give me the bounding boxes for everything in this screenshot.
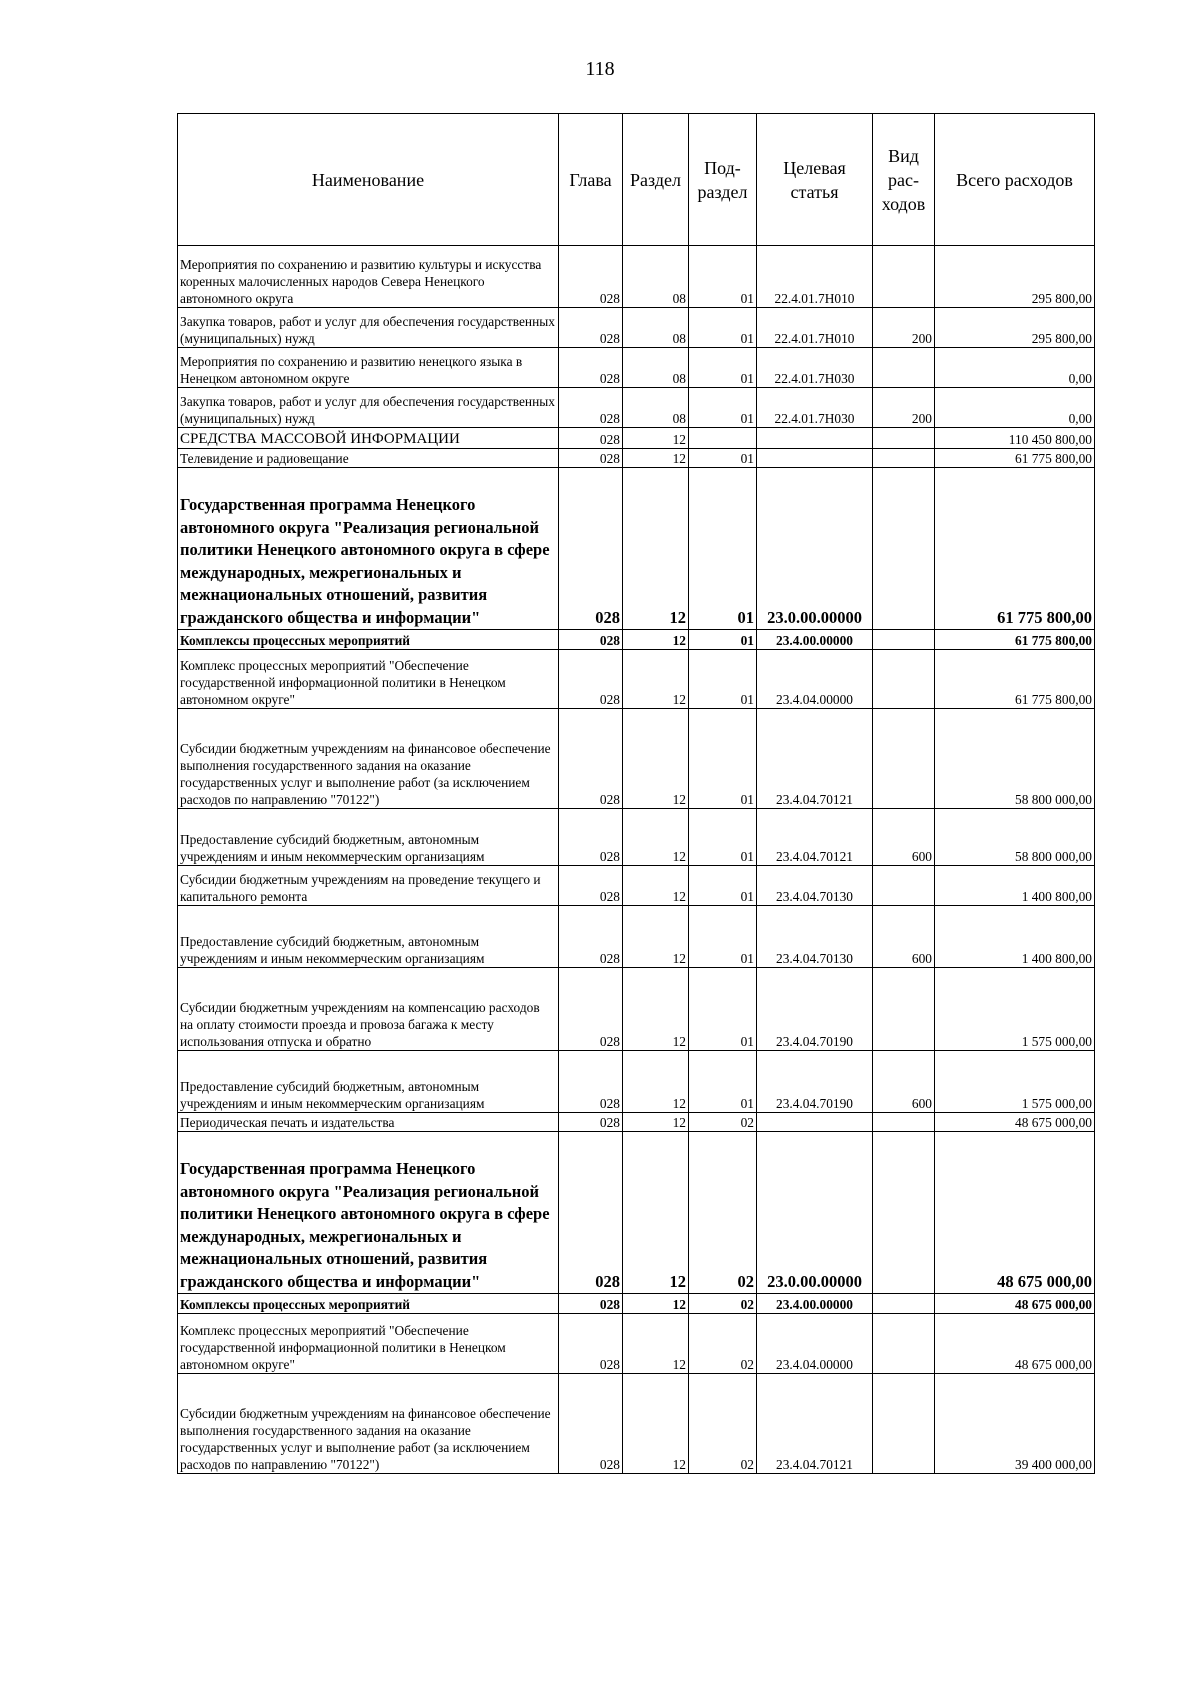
page-number: 118 (585, 58, 615, 80)
row-total: 61 775 800,00 (935, 468, 1095, 630)
row-razdel: 12 (623, 468, 689, 630)
table-row (178, 1051, 1095, 1113)
row-name: Субсидии бюджетным учреждениям на финансовое обеспечение выполнения государственного задания на оказание государственных услуг и выполнение работ (за исключением расходов по направлению "70122") (178, 709, 559, 809)
row-podrazdel: 01 (689, 809, 757, 866)
row-total: 295 800,00 (935, 308, 1095, 348)
row-total: 1 400 800,00 (935, 906, 1095, 968)
row-vid (873, 1113, 935, 1132)
row-name: Телевидение и радиовещание (178, 449, 559, 468)
row-podrazdel: 02 (689, 1314, 757, 1374)
row-glava: 028 (559, 1314, 623, 1374)
table-row (178, 1374, 1095, 1474)
row-glava: 028 (559, 906, 623, 968)
row-podrazdel: 01 (689, 449, 757, 468)
row-podrazdel: 02 (689, 1132, 757, 1294)
row-glava: 028 (559, 1113, 623, 1132)
row-name: Закупка товаров, работ и услуг для обеспечения государственных (муниципальных) нужд (178, 308, 559, 348)
row-podrazdel (689, 428, 757, 449)
row-total: 295 800,00 (935, 246, 1095, 308)
row-total: 61 775 800,00 (935, 630, 1095, 650)
table-row (178, 428, 1095, 449)
row-podrazdel: 01 (689, 866, 757, 906)
row-vid (873, 709, 935, 809)
row-podrazdel: 01 (689, 630, 757, 650)
row-name: Комплексы процессных мероприятий (178, 630, 559, 650)
row-name: Субсидии бюджетным учреждениям на компенсацию расходов на оплату стоимости проезда и провоза багажа к месту использования отпуска и обратно (178, 968, 559, 1051)
row-total: 48 675 000,00 (935, 1113, 1095, 1132)
table-row (178, 866, 1095, 906)
row-name: СРЕДСТВА МАССОВОЙ ИНФОРМАЦИИ (178, 428, 559, 449)
row-razdel: 12 (623, 906, 689, 968)
row-vid: 200 (873, 388, 935, 428)
row-celevaya (757, 1113, 873, 1132)
row-podrazdel: 01 (689, 348, 757, 388)
row-podrazdel: 01 (689, 709, 757, 809)
row-celevaya: 23.4.04.70190 (757, 968, 873, 1051)
row-glava: 028 (559, 1132, 623, 1294)
row-razdel: 12 (623, 709, 689, 809)
row-name: Государственная программа Ненецкого автономного округа "Реализация региональной политики Ненецкого автономного округа в сфере международных, межрегиональных и межнациональных отношений, развития гражданского общества и информации" (178, 468, 559, 630)
row-name: Мероприятия по сохранению и развитию культуры и искусства коренных малочисленных народов Севера Ненецкого автономного округа (178, 246, 559, 308)
row-glava: 028 (559, 1051, 623, 1113)
row-celevaya: 23.0.00.00000 (757, 1132, 873, 1294)
row-razdel: 08 (623, 388, 689, 428)
row-razdel: 12 (623, 630, 689, 650)
table-row (178, 709, 1095, 809)
row-podrazdel: 01 (689, 468, 757, 630)
header-podrazdel: Под- раздел (689, 114, 757, 246)
row-celevaya: 22.4.01.7Н010 (757, 246, 873, 308)
row-total: 0,00 (935, 348, 1095, 388)
row-name: Предоставление субсидий бюджетным, автономным учреждениям и иным некоммерческим организациям (178, 1051, 559, 1113)
row-glava: 028 (559, 709, 623, 809)
row-total: 58 800 000,00 (935, 709, 1095, 809)
row-podrazdel: 01 (689, 1051, 757, 1113)
row-podrazdel: 01 (689, 308, 757, 348)
row-razdel: 12 (623, 428, 689, 449)
table-row (178, 1113, 1095, 1132)
row-razdel: 12 (623, 968, 689, 1051)
row-total: 39 400 000,00 (935, 1374, 1095, 1474)
row-celevaya: 23.4.04.70130 (757, 906, 873, 968)
row-podrazdel: 02 (689, 1374, 757, 1474)
table-row (178, 388, 1095, 428)
row-name: Комплекс процессных мероприятий "Обеспечение государственной информационной политики в Ненецком автономном округе" (178, 1314, 559, 1374)
header-total: Всего расходов (935, 114, 1095, 246)
row-name: Субсидии бюджетным учреждениям на проведение текущего и капитального ремонта (178, 866, 559, 906)
table-row (178, 1132, 1095, 1294)
row-glava: 028 (559, 388, 623, 428)
row-vid (873, 968, 935, 1051)
row-glava: 028 (559, 1294, 623, 1314)
row-glava: 028 (559, 246, 623, 308)
row-name: Комплексы процессных мероприятий (178, 1294, 559, 1314)
row-glava: 028 (559, 650, 623, 709)
row-razdel: 08 (623, 348, 689, 388)
row-celevaya: 23.4.04.70121 (757, 709, 873, 809)
table-row (178, 650, 1095, 709)
row-vid: 600 (873, 809, 935, 866)
row-vid (873, 348, 935, 388)
row-vid (873, 630, 935, 650)
row-razdel: 12 (623, 1314, 689, 1374)
row-vid (873, 650, 935, 709)
row-podrazdel: 01 (689, 388, 757, 428)
row-celevaya (757, 449, 873, 468)
row-name: Субсидии бюджетным учреждениям на финансовое обеспечение выполнения государственного задания на оказание государственных услуг и выполнение работ (за исключением расходов по направлению "70122") (178, 1374, 559, 1474)
row-razdel: 12 (623, 1374, 689, 1474)
row-celevaya: 23.4.00.00000 (757, 1294, 873, 1314)
table-row (178, 1294, 1095, 1314)
row-name: Закупка товаров, работ и услуг для обеспечения государственных (муниципальных) нужд (178, 388, 559, 428)
row-name: Предоставление субсидий бюджетным, автономным учреждениям и иным некоммерческим организациям (178, 906, 559, 968)
row-vid: 200 (873, 308, 935, 348)
table-row (178, 630, 1095, 650)
row-vid (873, 246, 935, 308)
row-name: Предоставление субсидий бюджетным, автономным учреждениям и иным некоммерческим организациям (178, 809, 559, 866)
row-total: 48 675 000,00 (935, 1294, 1095, 1314)
row-razdel: 08 (623, 246, 689, 308)
row-vid: 600 (873, 906, 935, 968)
table-row (178, 348, 1095, 388)
row-razdel: 08 (623, 308, 689, 348)
row-razdel: 12 (623, 1051, 689, 1113)
table-row (178, 449, 1095, 468)
header-glava: Глава (559, 114, 623, 246)
header-celevaya: Целевая статья (757, 114, 873, 246)
row-vid (873, 468, 935, 630)
row-vid: 600 (873, 1051, 935, 1113)
row-glava: 028 (559, 468, 623, 630)
table-row (178, 1314, 1095, 1374)
row-razdel: 12 (623, 866, 689, 906)
row-glava: 028 (559, 630, 623, 650)
row-total: 48 675 000,00 (935, 1132, 1095, 1294)
row-razdel: 12 (623, 650, 689, 709)
row-glava: 028 (559, 1374, 623, 1474)
row-podrazdel: 02 (689, 1294, 757, 1314)
row-vid (873, 866, 935, 906)
row-total: 61 775 800,00 (935, 650, 1095, 709)
table-row (178, 809, 1095, 866)
row-glava: 028 (559, 866, 623, 906)
row-total: 110 450 800,00 (935, 428, 1095, 449)
header-vid: Вид рас- ходов (873, 114, 935, 246)
row-podrazdel: 01 (689, 906, 757, 968)
row-total: 0,00 (935, 388, 1095, 428)
row-podrazdel: 01 (689, 246, 757, 308)
row-celevaya: 22.4.01.7Н030 (757, 388, 873, 428)
row-vid (873, 1132, 935, 1294)
row-name: Государственная программа Ненецкого автономного округа "Реализация региональной политики Ненецкого автономного округа в сфере международных, межрегиональных и межнациональных отношений, развития гражданского общества и информации" (178, 1132, 559, 1294)
row-total: 58 800 000,00 (935, 809, 1095, 866)
row-vid (873, 1374, 935, 1474)
row-total: 61 775 800,00 (935, 449, 1095, 468)
row-celevaya: 22.4.01.7Н010 (757, 308, 873, 348)
row-glava: 028 (559, 449, 623, 468)
table-row (178, 968, 1095, 1051)
row-glava: 028 (559, 809, 623, 866)
row-podrazdel: 02 (689, 1113, 757, 1132)
row-razdel: 12 (623, 1132, 689, 1294)
row-vid (873, 449, 935, 468)
row-celevaya: 23.4.00.00000 (757, 630, 873, 650)
row-glava: 028 (559, 968, 623, 1051)
budget-table (177, 113, 1095, 1474)
table-row (178, 468, 1095, 630)
row-glava: 028 (559, 308, 623, 348)
table-row (178, 246, 1095, 308)
row-razdel: 12 (623, 1294, 689, 1314)
row-total: 1 400 800,00 (935, 866, 1095, 906)
row-celevaya: 23.4.04.70121 (757, 1374, 873, 1474)
row-celevaya: 22.4.01.7Н030 (757, 348, 873, 388)
row-glava: 028 (559, 348, 623, 388)
row-razdel: 12 (623, 809, 689, 866)
row-vid (873, 1294, 935, 1314)
row-name: Комплекс процессных мероприятий "Обеспечение государственной информационной политики в Ненецком автономном округе" (178, 650, 559, 709)
header-razdel: Раздел (623, 114, 689, 246)
row-celevaya: 23.4.04.70130 (757, 866, 873, 906)
header-name: Наименование (178, 114, 559, 246)
table-row (178, 906, 1095, 968)
row-celevaya: 23.4.04.70121 (757, 809, 873, 866)
row-celevaya: 23.4.04.00000 (757, 650, 873, 709)
row-name: Периодическая печать и издательства (178, 1113, 559, 1132)
row-celevaya (757, 428, 873, 449)
table-row (178, 308, 1095, 348)
row-total: 1 575 000,00 (935, 968, 1095, 1051)
row-celevaya: 23.4.04.70190 (757, 1051, 873, 1113)
row-celevaya: 23.4.04.00000 (757, 1314, 873, 1374)
table-header-row (178, 114, 1095, 246)
row-razdel: 12 (623, 449, 689, 468)
row-total: 48 675 000,00 (935, 1314, 1095, 1374)
row-glava: 028 (559, 428, 623, 449)
row-vid (873, 428, 935, 449)
row-podrazdel: 01 (689, 650, 757, 709)
row-podrazdel: 01 (689, 968, 757, 1051)
row-razdel: 12 (623, 1113, 689, 1132)
row-vid (873, 1314, 935, 1374)
row-name: Мероприятия по сохранению и развитию ненецкого языка в Ненецком автономном округе (178, 348, 559, 388)
row-total: 1 575 000,00 (935, 1051, 1095, 1113)
row-celevaya: 23.0.00.00000 (757, 468, 873, 630)
